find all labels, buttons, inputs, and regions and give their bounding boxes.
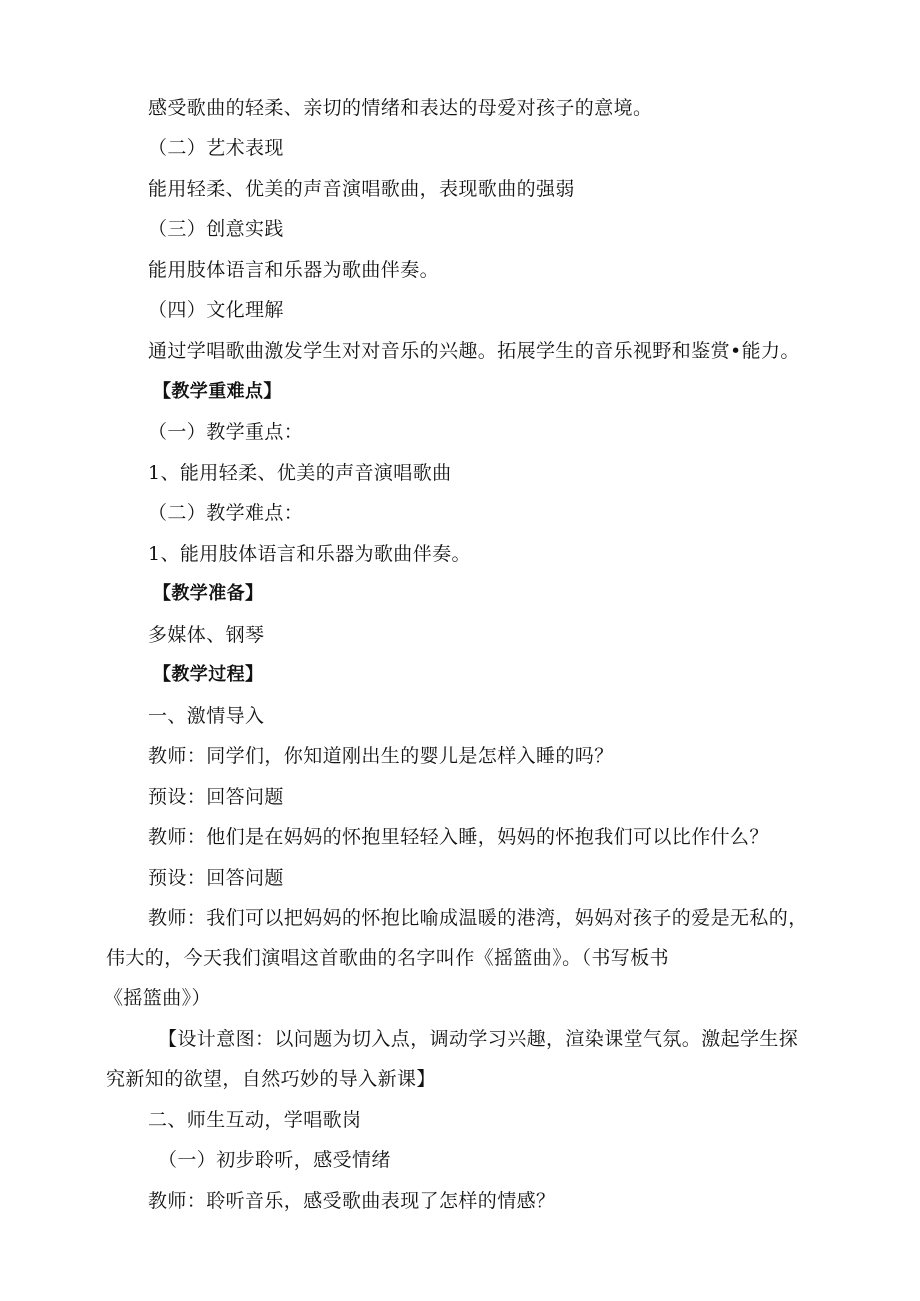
design-intent-line-2: 究新知的欲望，自然巧妙的导入新课】 bbox=[106, 1068, 436, 1090]
section-artistic-expression: （二）艺术表现 bbox=[148, 137, 284, 159]
subheading-difficult-points: （二）教学难点： bbox=[148, 502, 304, 524]
heading-key-difficult-points: 【教学重难点】 bbox=[153, 381, 282, 402]
key-point-item: 1、能用轻柔、优美的声音演唱歌曲 bbox=[148, 462, 452, 484]
objective-emotion-text: 感受歌曲的轻柔、亲切的情绪和表达的母爱对孩子的意境。 bbox=[148, 97, 653, 119]
teacher-statement-line-3: 《摇篮曲》） bbox=[104, 987, 211, 1009]
heading-teaching-preparation: 【教学准备】 bbox=[153, 583, 264, 604]
design-intent-line-1: 【设计意图：以问题为切入点，调动学习兴趣，渲染课堂气氛。激起学生探 bbox=[158, 1028, 799, 1050]
subheading-key-points: （一）教学重点： bbox=[148, 421, 304, 443]
objective-artistic-text: 能用轻柔、优美的声音演唱歌曲，表现歌曲的强弱 bbox=[148, 178, 575, 200]
teacher-statement-line-1: 教师：我们可以把妈妈的怀抱比喻成温暖的港湾，妈妈对孩子的爱是无私的， bbox=[148, 907, 808, 929]
step-two-subheading: （一）初步聆听，感受情绪 bbox=[158, 1149, 391, 1171]
step-two-heading: 二、师生互动，学唱歌岗 bbox=[148, 1109, 362, 1131]
teacher-statement-line-2: 伟大的，今天我们演唱这首歌曲的名字叫作《摇篮曲》。（书写板书 bbox=[106, 947, 670, 969]
section-cultural-understanding: （四）文化理解 bbox=[148, 299, 284, 321]
teacher-listening-question: 教师：聆听音乐，感受歌曲表现了怎样的情感？ bbox=[148, 1190, 556, 1212]
teacher-question-2: 教师：他们是在妈妈的怀抱里轻轻入睡，妈妈的怀抱我们可以比作什么？ bbox=[148, 826, 769, 848]
teacher-question-1: 教师：同学们，你知道刚出生的婴儿是怎样入睡的吗？ bbox=[148, 745, 614, 767]
section-creative-practice: （三）创意实践 bbox=[148, 218, 284, 240]
step-one-heading: 一、激情导入 bbox=[148, 705, 265, 727]
objective-creative-text: 能用肢体语言和乐器为歌曲伴奏。 bbox=[148, 259, 440, 281]
difficult-point-item: 1、能用肢体语言和乐器为歌曲伴奏。 bbox=[148, 543, 471, 565]
preset-answer-1: 预设：回答问题 bbox=[148, 786, 284, 808]
preparation-text: 多媒体、钢琴 bbox=[148, 624, 265, 646]
objective-cultural-text: 通过学唱歌曲激发学生对对音乐的兴趣。拓展学生的音乐视野和鉴赏•能力。 bbox=[148, 340, 800, 362]
heading-teaching-process: 【教学过程】 bbox=[153, 664, 264, 685]
preset-answer-2: 预设：回答问题 bbox=[148, 867, 284, 889]
